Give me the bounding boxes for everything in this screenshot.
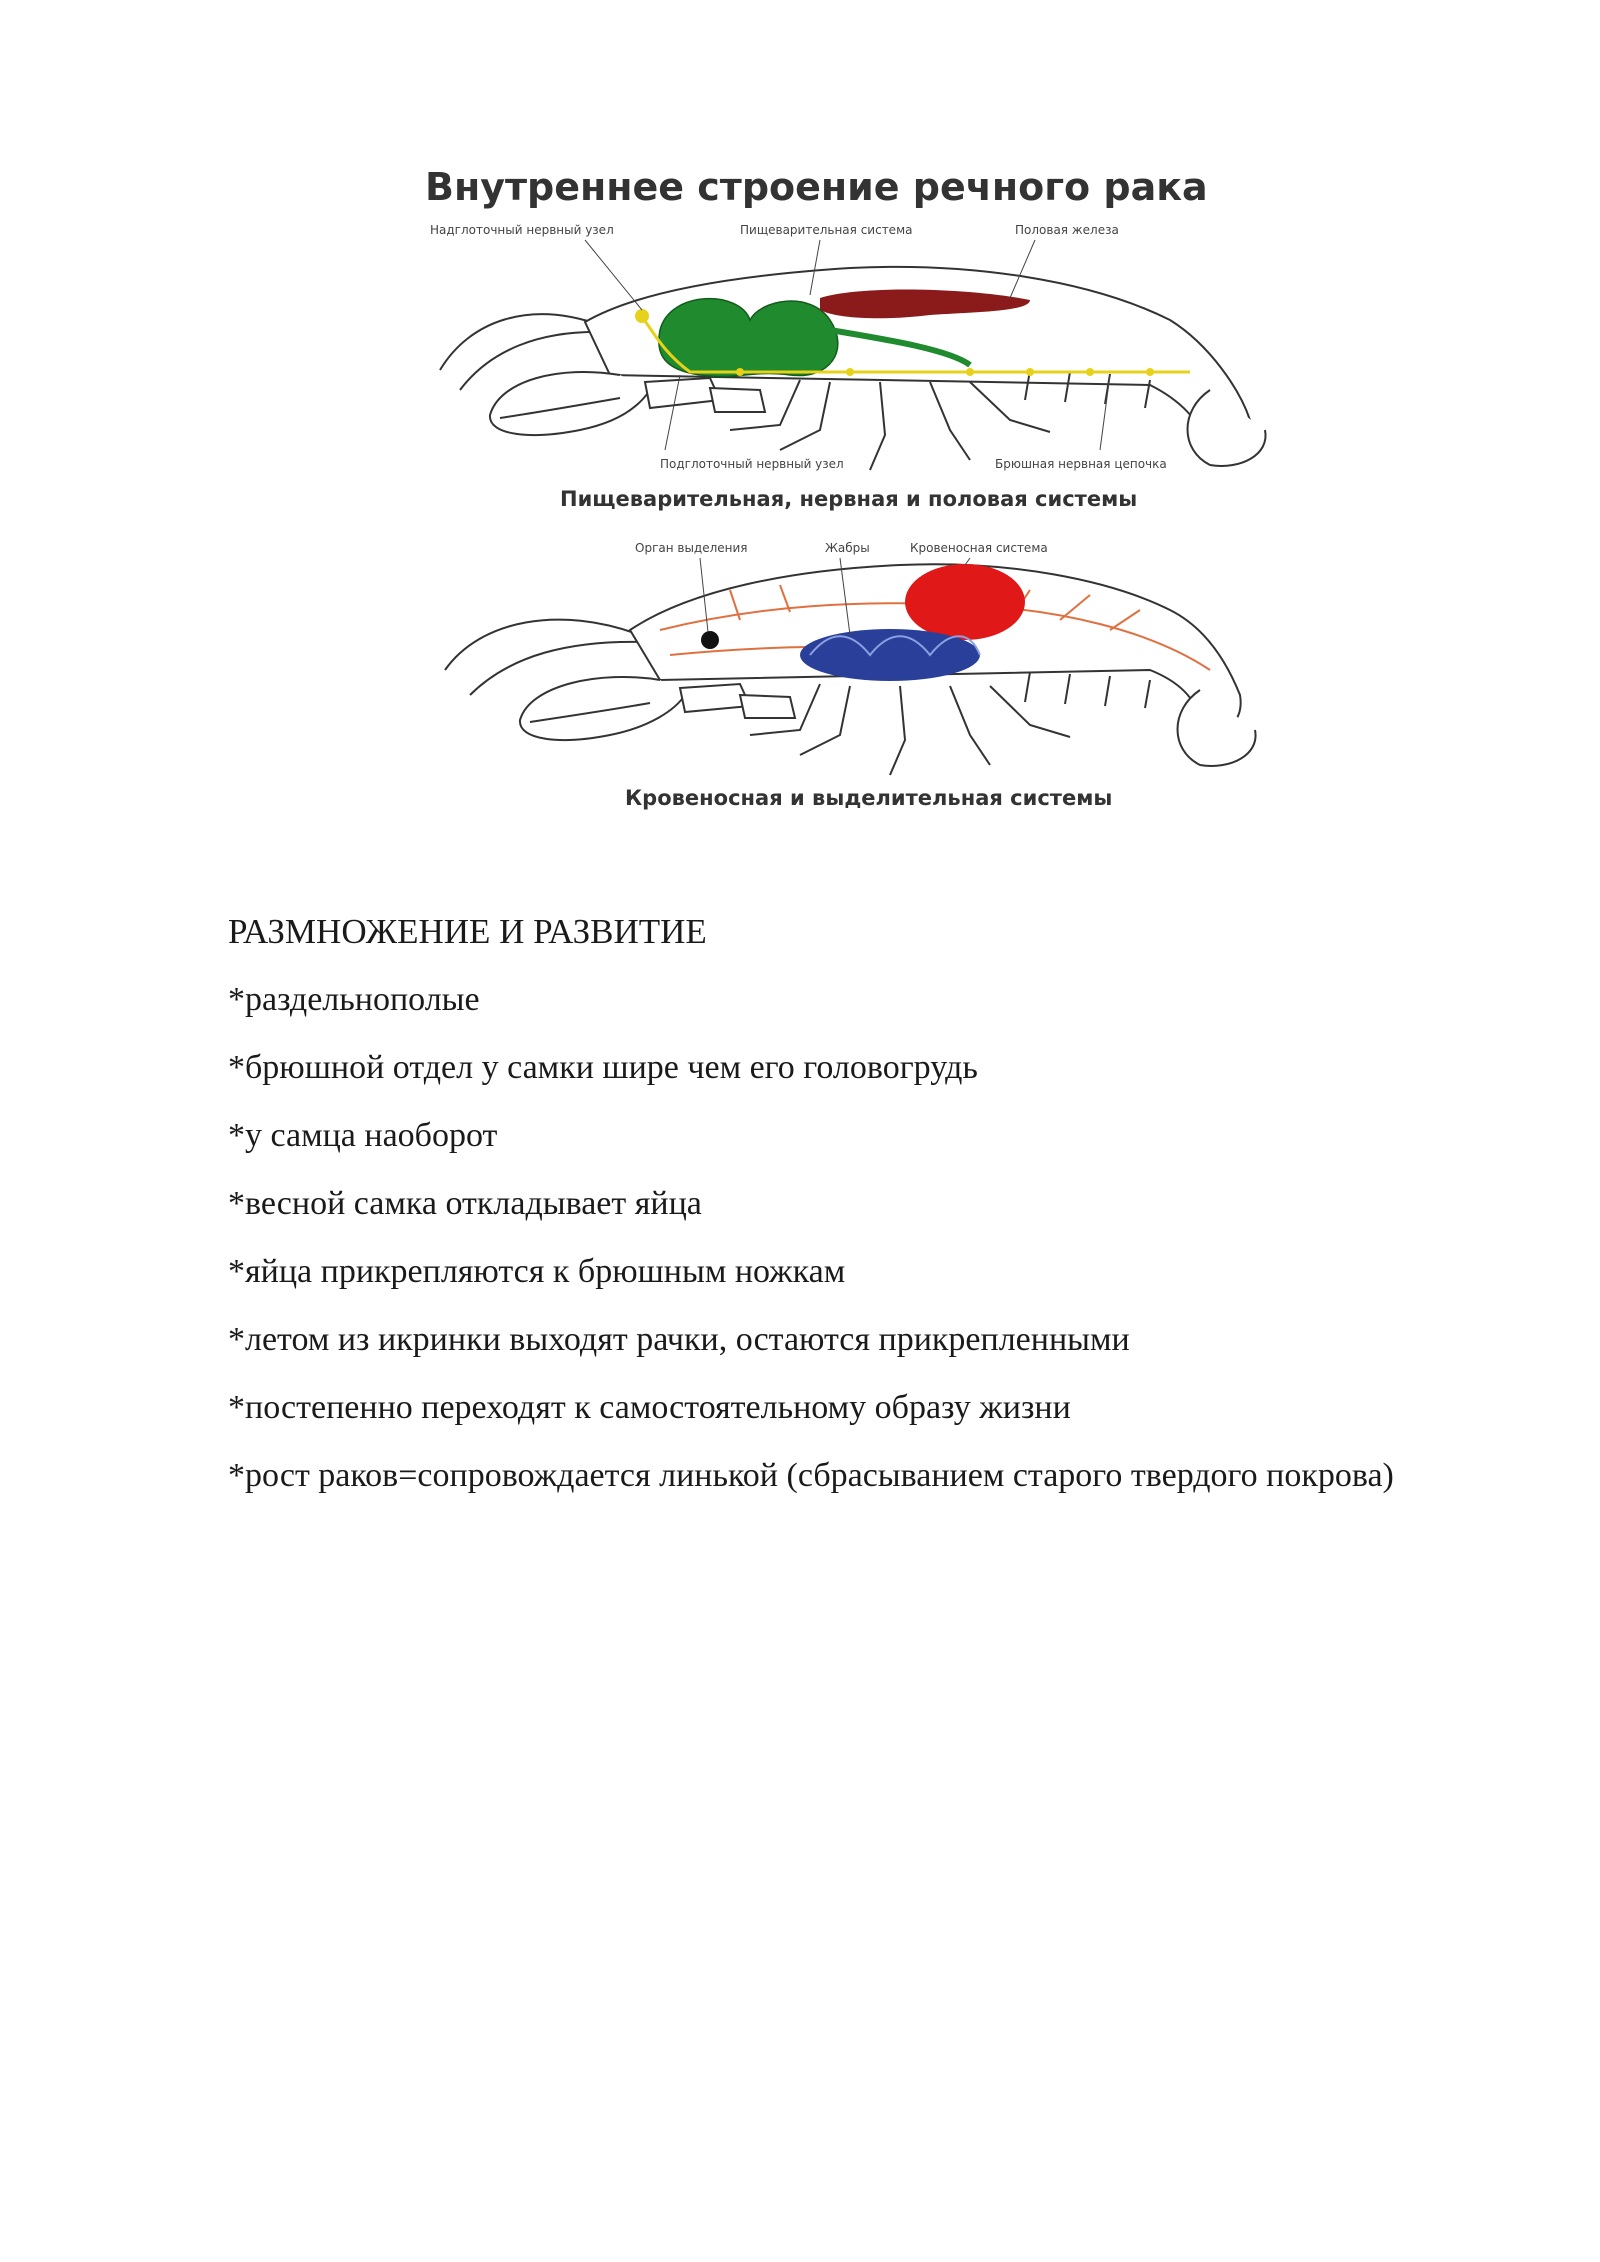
heart-shape (905, 564, 1025, 640)
caption-top: Пищеварительная, нервная и половая системы (560, 487, 1138, 511)
reproduction-section (228, 908, 1398, 1520)
list-item: *яйца прикрепляются к брюшным ножкам (228, 1253, 846, 1290)
gills-shape (800, 629, 980, 681)
list-item: *раздельнополые (228, 981, 480, 1018)
label-abdominal-nerve-chain: Брюшная нервная цепочка (995, 457, 1167, 471)
list-item: *постепенно переходят к самостоятельному образу жизни (228, 1389, 1071, 1426)
caption-bottom: Кровеносная и выделительная системы (625, 786, 1113, 810)
crayfish-anatomy-figure (410, 150, 1360, 830)
figure-title: Внутреннее строение речного рака (425, 165, 1208, 209)
list-item: *весной самка откладывает яйца (228, 1185, 702, 1222)
label-supraesophageal-ganglion: Надглоточный нервный узел (430, 223, 614, 237)
label-circulatory-system: Кровеносная система (910, 541, 1048, 555)
label-excretory-organ: Орган выделения (635, 541, 748, 555)
excretory-organ-shape (701, 631, 719, 649)
list-item: *брюшной отдел у самки шире чем его головогрудь (228, 1049, 978, 1086)
list-item: *рост раков=сопровождается линькой (сбрасыванием старого твердого покрова) (228, 1457, 1394, 1494)
label-gonad: Половая железа (1015, 223, 1119, 237)
section-heading: РАЗМНОЖЕНИЕ И РАЗВИТИЕ (228, 912, 707, 951)
label-digestive-system: Пищеварительная система (740, 223, 913, 237)
label-subesophageal-ganglion: Подглоточный нервный узел (660, 457, 844, 471)
list-item: *у самца наоборот (228, 1117, 498, 1154)
label-gills: Жабры (825, 541, 870, 555)
list-item: *летом из икринки выходят рачки, остаются прикрепленными (228, 1321, 1130, 1358)
